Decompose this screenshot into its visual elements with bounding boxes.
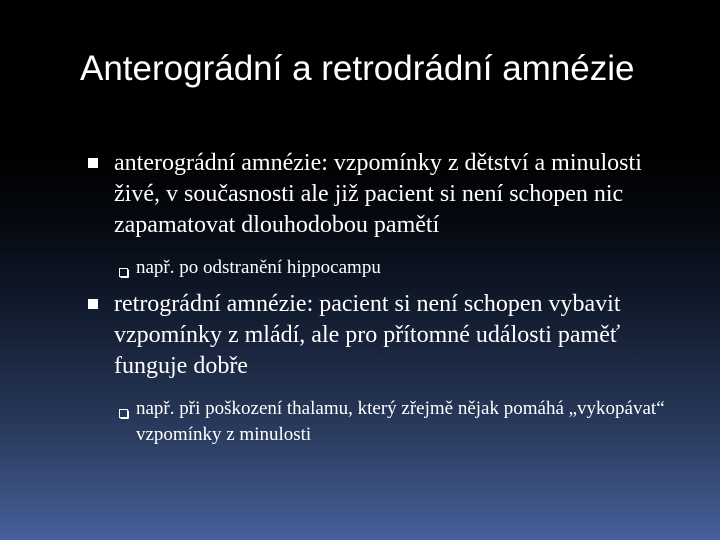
square-bullet-icon — [88, 299, 98, 309]
hollow-square-bullet-icon — [118, 402, 130, 414]
sub-bullet-item — [118, 255, 708, 281]
sub-bullet-text: např. po odstranění hippocampu — [136, 257, 381, 278]
hollow-square-bullet-icon — [118, 261, 130, 273]
sub-bullet-text: např. při poškození thalamu, který zřejmě nějak pomáhá „vykopávat“ vzpomínky z minulosti — [136, 398, 665, 445]
sub-bullet-item — [118, 396, 708, 448]
bullet-text: retrográdní amnézie: pacient si není schopen vybavit vzpomínky z mládí, ale pro přítomné události paměť funguje dobře — [114, 291, 621, 379]
bullet-item — [88, 148, 688, 241]
bullet-text: anterográdní amnézie: vzpomínky z dětství a minulosti živé, v současnosti ale již pacient si není schopen nic zapamatovat dlouhodobou pamětí — [114, 150, 642, 238]
slide-title: Anterográdní a retrodrádní amnézie — [80, 49, 635, 88]
bullet-item — [88, 289, 688, 382]
square-bullet-icon — [88, 158, 98, 168]
